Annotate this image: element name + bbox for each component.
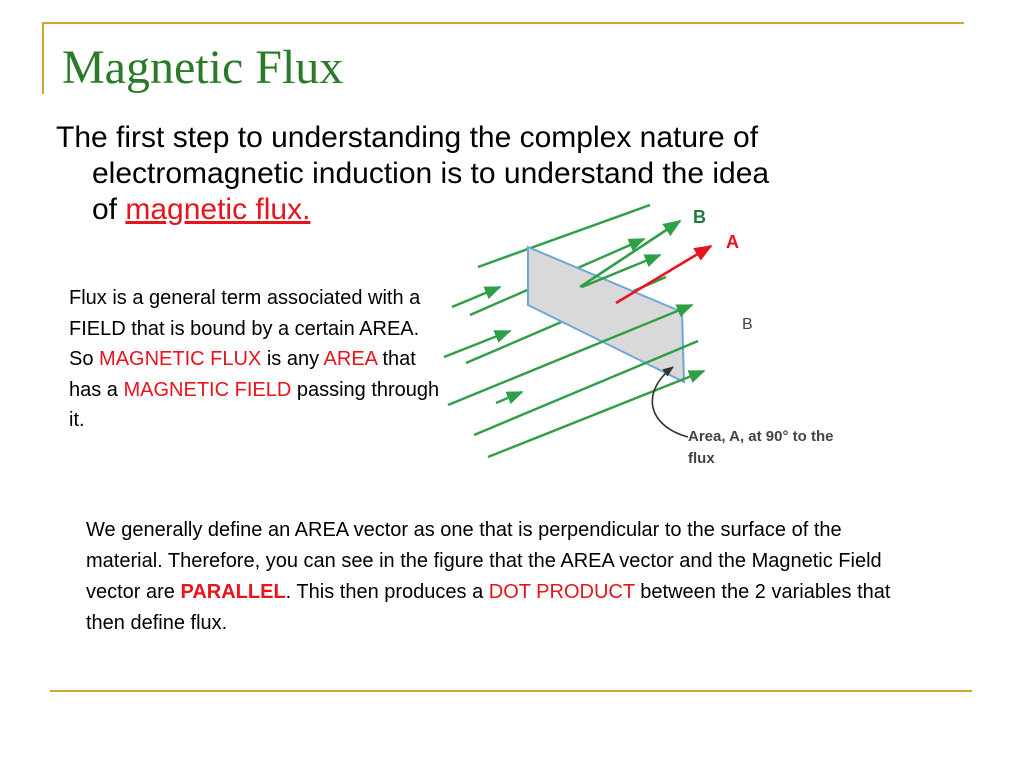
intro-line-2 [56,156,956,192]
flux-diagram [430,195,890,480]
side-text-part-1: Flux is a general term associated with a FIELD that is bound by a certain AREA. So [69,287,421,370]
a-vector-label: A [726,232,739,252]
parallel-highlight: PARALLEL [180,581,286,603]
flux-definition-text [69,283,449,436]
field-line [496,392,522,403]
bottom-text-part-2: . This then produces a [285,581,489,603]
magnetic-flux-highlight: MAGNETIC FLUX [99,348,262,370]
side-text-part-4: passing through it. [69,378,440,431]
frame-top-rule [42,22,964,24]
bottom-text-part-3: between the 2 variables that then define flux. [86,581,891,634]
side-text-part-3: that has a [69,348,416,401]
b-field-label: B [742,316,753,333]
intro-line-2-text: electromagnetic induction is to understand the idea [92,157,770,190]
area-caption-line-2: flux [688,450,715,467]
area-highlight: AREA [323,348,377,370]
b-vector-label: B [693,207,706,227]
dot-product-highlight: DOT PRODUCT [488,581,635,603]
area-vector-explanation [86,515,916,639]
magnetic-flux-link[interactable]: magnetic flux. [125,193,311,226]
bottom-text-part-1: We generally define an AREA vector as one that is perpendicular to the surface of the material. Therefore, you can see in the figure that the AREA vector and the Magnetic Field vector are [86,519,882,603]
frame-bottom-rule [50,690,972,692]
frame-left-rule [42,22,44,94]
side-text-part-2: is any [261,348,324,370]
slide-title: Magnetic Flux [62,41,344,94]
area-caption-line-1: Area, A, at 90° to the [688,428,834,445]
field-line [444,331,510,357]
intro-line-1: The first step to understanding the complex nature of [56,121,759,154]
magnetic-field-highlight: MAGNETIC FIELD [123,378,292,401]
intro-line-3-prefix: of [92,193,126,226]
